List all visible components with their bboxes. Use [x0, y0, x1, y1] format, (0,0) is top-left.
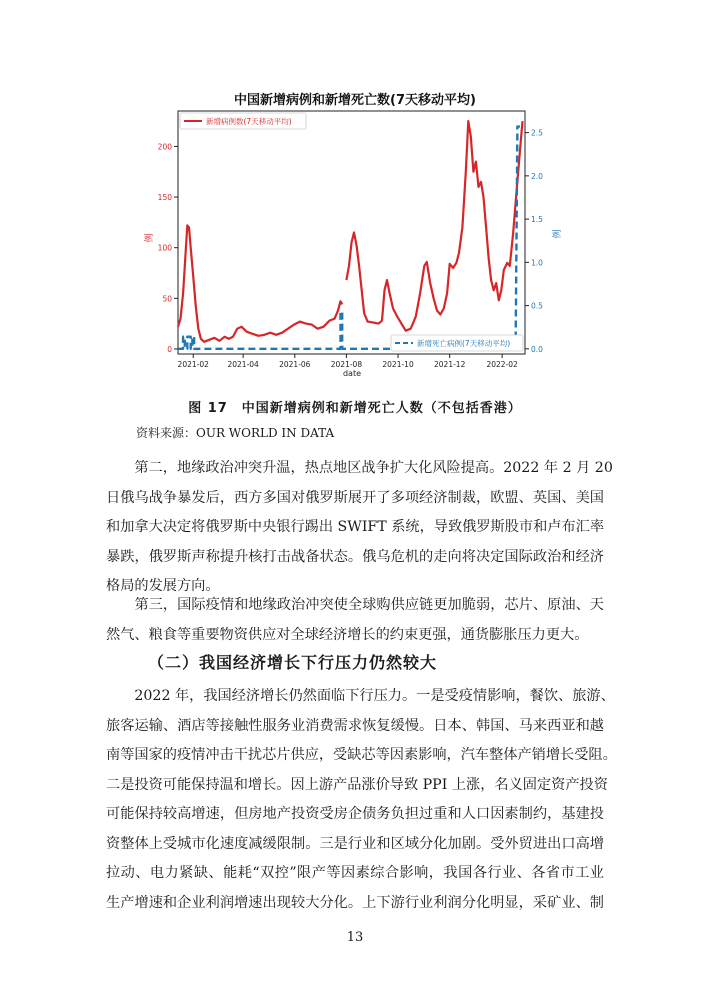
- x-axis: [178, 354, 518, 369]
- plot-area: [178, 111, 525, 354]
- y-right-tick-label: 0.5: [531, 301, 543, 311]
- paragraph-line: 第三，国际疫情和地缘政治冲突使全球购供应链更加脆弱，芯片、原油、天: [106, 597, 604, 613]
- series-layer: [178, 121, 523, 349]
- right-y-axis-label: 例: [553, 229, 563, 239]
- paragraph-supply-chain: [106, 591, 604, 650]
- cases-line: [178, 121, 523, 342]
- x-axis-label: date: [342, 369, 362, 378]
- page-number: 13: [346, 930, 364, 945]
- y-right-tick-label: 1.5: [531, 215, 543, 225]
- legend-cases: [180, 113, 306, 129]
- left-y-axis: [158, 142, 178, 354]
- paragraph-line: 资整体上受城市化速度减缓限制。三是行业和区域分化加剧。受外贸进出口高增: [106, 835, 604, 852]
- figure-caption: 图 17 中国新增病例和新增死亡人数（不包括香港）: [188, 401, 522, 416]
- right-y-axis: [525, 129, 543, 354]
- paragraph-line: 然气、粮食等重要物资供应对全球经济增长的约束更强，通货膨胀压力更大。: [106, 626, 589, 643]
- paragraph-line: 南等国家的疫情冲击干扰芯片供应，受缺芯等因素影响，汽车整体产销增长受阻。: [106, 747, 617, 763]
- legend-deaths-label: 新增死亡病例(7天移动平均): [417, 339, 511, 348]
- y-right-tick-label: 0.0: [531, 344, 543, 354]
- chart-svg: [130, 88, 580, 380]
- paragraph-line: 第二，地缘政治冲突升温，热点地区战争扩大化风险提高。2022 年 2 月 20: [106, 460, 613, 476]
- x-tick-label: 2022-02: [486, 360, 518, 369]
- paragraph-line: 二是投资可能保持温和增长。因上游产品涨价导致 PPI 上涨，名义固定资产投资: [106, 776, 608, 793]
- y-right-tick-label: 2.5: [531, 128, 543, 138]
- y-right-tick-label: 1.0: [531, 258, 543, 268]
- paragraph-line: 2022 年，我国经济增长仍然面临下行压力。一是受疫情影响，餐饮、旅游、: [106, 688, 615, 704]
- y-left-tick-label: 150: [157, 193, 172, 203]
- legend-cases-label: 新增病例数(7天移动平均): [206, 117, 292, 126]
- paragraph-line: 和加拿大决定将俄罗斯中央银行踢出 SWIFT 系统，导致俄罗斯股市和卢布汇率: [106, 519, 605, 535]
- paragraph-line: 可能保持较高增速，但房地产投资受房企债务负担过重和人口因素制约，基建投: [106, 806, 604, 822]
- legend-deaths: [391, 335, 523, 351]
- x-tick-label: 2021-06: [279, 360, 311, 369]
- chart-title: 中国新增病例和新增死亡数(7天移动平均): [234, 93, 476, 108]
- paragraph-line: 拉动、电力紧缺、能耗“双控”限产等因素综合影响，我国各行业、各省市工业: [106, 865, 604, 881]
- x-tick-label: 2021-08: [330, 360, 363, 369]
- paragraph-geopolitics: [106, 454, 613, 602]
- paragraph-line: 旅客运输、酒店等接触性服务业消费需求恢复缓慢。日本、韩国、马来西亚和越: [106, 717, 604, 734]
- section-title: （二）我国经济增长下行压力仍然较大: [148, 653, 438, 672]
- covid-chart: [130, 88, 580, 380]
- figure-source: 资料来源：OUR WORLD IN DATA: [136, 426, 335, 440]
- deaths-line: [178, 127, 520, 349]
- left-y-axis-label: 例: [145, 233, 155, 243]
- x-tick-label: 2021-12: [434, 360, 466, 369]
- x-tick-label: 2021-10: [382, 360, 414, 369]
- y-left-tick-label: 200: [157, 142, 172, 152]
- y-left-tick-label: 0: [167, 344, 172, 354]
- paragraph-line: 生产增速和企业利润增速出现较大分化。上下游行业利润分化明显，采矿业、制: [106, 894, 604, 911]
- paragraph-line: 日俄乌战争暴发后，西方多国对俄罗斯展开了多项经济制裁，欧盟、英国、美国: [106, 489, 604, 506]
- paragraph-domestic-economy: [106, 682, 617, 918]
- x-tick-label: 2021-04: [227, 360, 259, 369]
- y-right-tick-label: 2.0: [531, 171, 543, 181]
- paragraph-line: 暴跌，俄罗斯声称提升核打击战备状态。俄乌危机的走向将决定国际政治和经济: [106, 548, 604, 565]
- y-left-tick-label: 50: [162, 294, 172, 304]
- x-tick-label: 2021-02: [177, 360, 209, 369]
- y-left-tick-label: 100: [157, 243, 172, 253]
- paragraph-line: 格局的发展方向。: [106, 578, 220, 594]
